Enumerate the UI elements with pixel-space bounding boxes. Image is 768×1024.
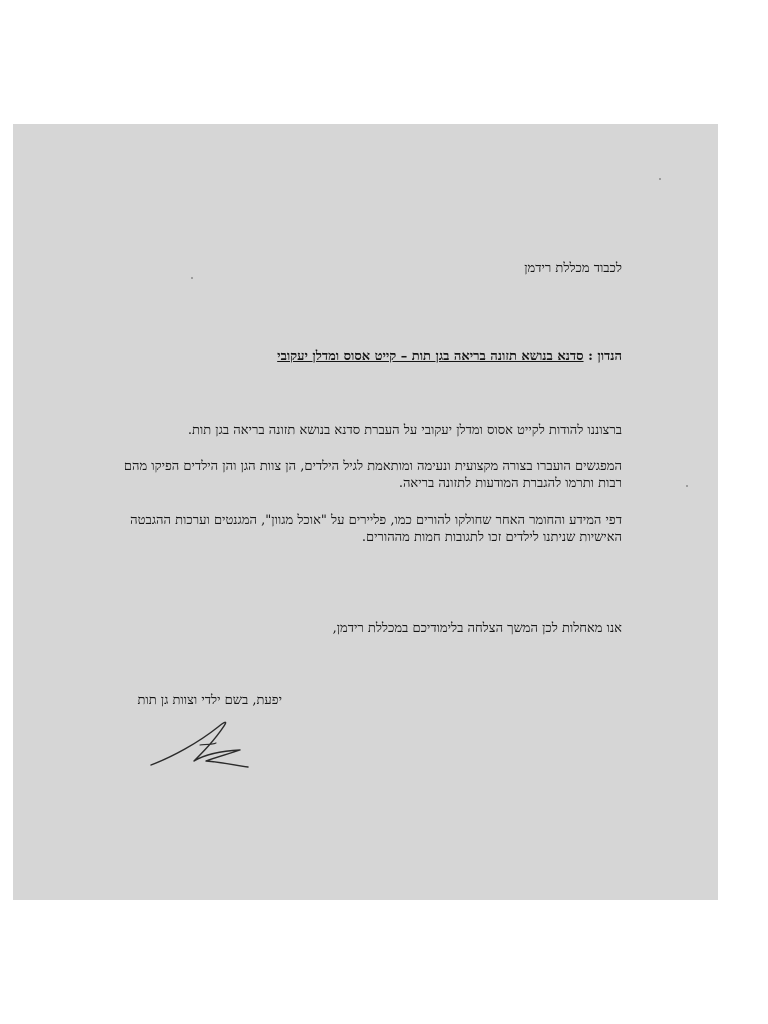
- paragraph-line: האישיות שניתנו לילדים זכו לתגובות חמות מההורים.: [361, 530, 622, 545]
- scan-speck: [659, 178, 661, 180]
- scanned-letter: [13, 124, 718, 900]
- paragraph-line: רבות ותרמו להגברת המודעות לתזונה בריאה.: [398, 476, 622, 491]
- paragraph-line: ברצוננו להודות לקייט אסוס ומדלן יעקובי על העברת סדנא בנושא תזונה בריאה בגן תות.: [187, 423, 622, 438]
- letter-paragraph: [130, 512, 622, 546]
- paragraph-line: המפגשים הועברו בצורה מקצועית ונעימה ומותאמת לגיל הילדים, הן צוות הגן והן הילדים הפיקו מהם: [123, 459, 622, 474]
- paragraph-line: דפי המידע והחומר האחר שחולקו להורים כמו, פליירים על "אוכל מגוון", המגנטים וערכות ההגבטה: [130, 513, 622, 528]
- handwritten-signature-icon: [148, 717, 252, 769]
- letter-paragraph: [188, 422, 622, 439]
- letter-subject: [277, 348, 622, 365]
- scan-speck: [191, 277, 193, 279]
- subject-text: סדנא בנושא תזונה בריאה בגן תות – קייט אסוס ומדלן יעקובי: [277, 349, 584, 364]
- scan-speck: [686, 485, 688, 487]
- letter-paragraph: [124, 458, 622, 492]
- letter-addressee: לכבוד מכללת רידמן: [524, 261, 622, 276]
- letter-closing: אנו מאחלות לכן המשך הצלחה בלימודיכם במכללת רידמן,: [332, 621, 622, 636]
- letter-sender: יפעת, בשם ילדי וצוות גן תות: [137, 693, 282, 708]
- subject-label: הנדון :: [588, 349, 622, 364]
